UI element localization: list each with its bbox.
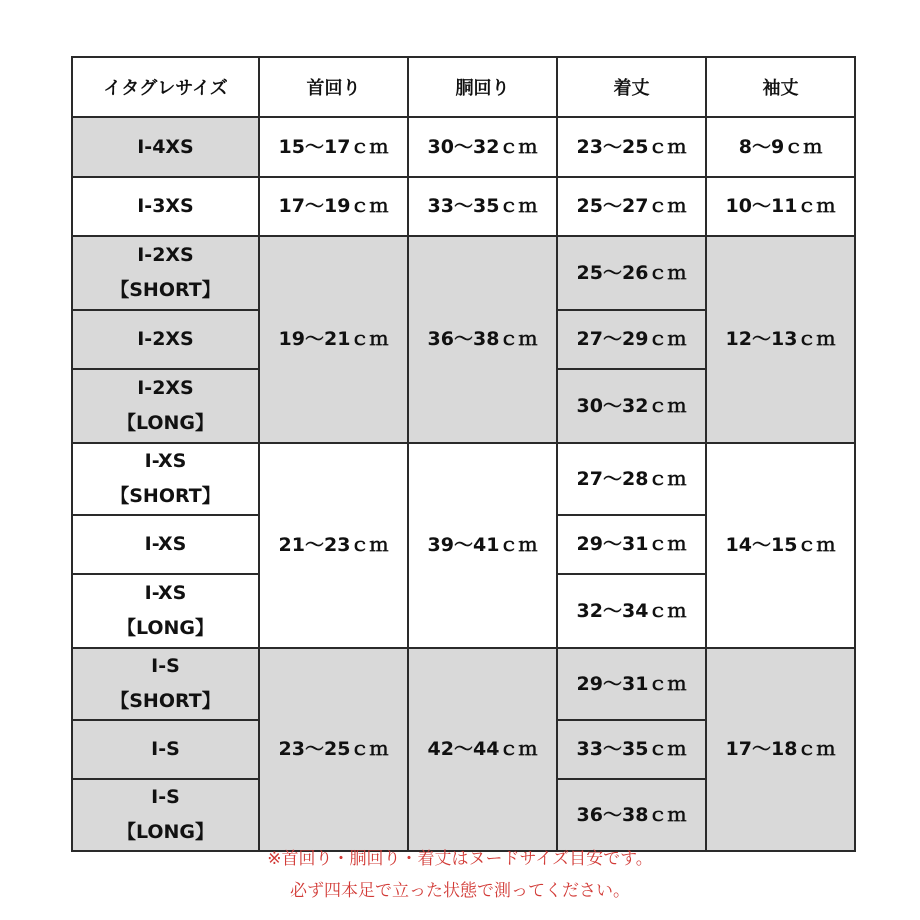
length-cell: 33～35ｃｍ xyxy=(557,720,706,779)
size-name: I-S xyxy=(151,655,180,677)
size-name: I-S xyxy=(151,738,180,760)
size-label xyxy=(72,574,259,648)
sleeve-cell: 12～13ｃｍ xyxy=(706,236,855,443)
table-header-row xyxy=(72,57,855,117)
measurement-instruction: 必ず四本足で立った状態で測ってください。 xyxy=(290,881,630,901)
length-cell: 27～29ｃｍ xyxy=(557,310,706,369)
size-name: I-2XS xyxy=(137,328,194,350)
size-variant: 【LONG】 xyxy=(116,412,215,434)
sleeve-cell: 14～15ｃｍ xyxy=(706,443,855,648)
chest-cell: 39～41ｃｍ xyxy=(408,443,557,648)
header-neck: 首回り xyxy=(259,57,408,117)
table-row xyxy=(72,117,855,177)
header-length: 着丈 xyxy=(557,57,706,117)
table-row xyxy=(72,236,855,310)
size-label xyxy=(72,443,259,515)
table-row xyxy=(72,443,855,515)
length-cell: 30～32ｃｍ xyxy=(557,369,706,443)
chest-cell: 36～38ｃｍ xyxy=(408,236,557,443)
size-name: I-3XS xyxy=(137,195,194,217)
sleeve-cell: 17～18ｃｍ xyxy=(706,648,855,851)
length-cell: 25～27ｃｍ xyxy=(557,177,706,236)
sleeve-cell: 8～9ｃｍ xyxy=(706,117,855,177)
neck-cell: 15～17ｃｍ xyxy=(259,117,408,177)
length-cell: 23～25ｃｍ xyxy=(557,117,706,177)
size-label xyxy=(72,720,259,779)
length-cell: 29～31ｃｍ xyxy=(557,648,706,720)
size-label xyxy=(72,779,259,851)
size-variant: 【SHORT】 xyxy=(110,690,221,712)
size-label xyxy=(72,117,259,177)
table-row xyxy=(72,177,855,236)
size-variant: 【SHORT】 xyxy=(110,485,221,507)
length-cell: 27～28ｃｍ xyxy=(557,443,706,515)
size-label xyxy=(72,177,259,236)
size-variant: 【LONG】 xyxy=(116,617,215,639)
header-chest: 胴回り xyxy=(408,57,557,117)
sleeve-cell: 10～11ｃｍ xyxy=(706,177,855,236)
length-cell: 25～26ｃｍ xyxy=(557,236,706,310)
measurement-note: ※首回り・胴回り・着丈はヌードサイズ目安です。 xyxy=(267,849,653,869)
size-name: I-4XS xyxy=(137,135,194,158)
header-size: イタグレサイズ xyxy=(72,57,259,117)
length-cell: 29～31ｃｍ xyxy=(557,515,706,574)
size-name: I-XS xyxy=(144,450,187,472)
size-variant: 【SHORT】 xyxy=(110,279,221,301)
chest-cell: 42～44ｃｍ xyxy=(408,648,557,851)
size-label xyxy=(72,369,259,443)
size-name: I-XS xyxy=(144,582,187,604)
neck-cell: 21～23ｃｍ xyxy=(259,443,408,648)
size-name: I-S xyxy=(151,786,180,808)
neck-cell: 23～25ｃｍ xyxy=(259,648,408,851)
size-chart-table xyxy=(71,56,856,852)
chest-cell: 33～35ｃｍ xyxy=(408,177,557,236)
table-row xyxy=(72,648,855,720)
neck-cell: 17～19ｃｍ xyxy=(259,177,408,236)
header-sleeve: 袖丈 xyxy=(706,57,855,117)
size-label xyxy=(72,236,259,310)
size-label xyxy=(72,648,259,720)
size-name: I-XS xyxy=(144,533,187,555)
chest-cell: 30～32ｃｍ xyxy=(408,117,557,177)
length-cell: 36～38ｃｍ xyxy=(557,779,706,851)
size-label xyxy=(72,515,259,574)
size-name: I-2XS xyxy=(137,244,194,266)
neck-cell: 19～21ｃｍ xyxy=(259,236,408,443)
size-name: I-2XS xyxy=(137,377,194,399)
size-label xyxy=(72,310,259,369)
size-variant: 【LONG】 xyxy=(116,821,215,843)
length-cell: 32～34ｃｍ xyxy=(557,574,706,648)
